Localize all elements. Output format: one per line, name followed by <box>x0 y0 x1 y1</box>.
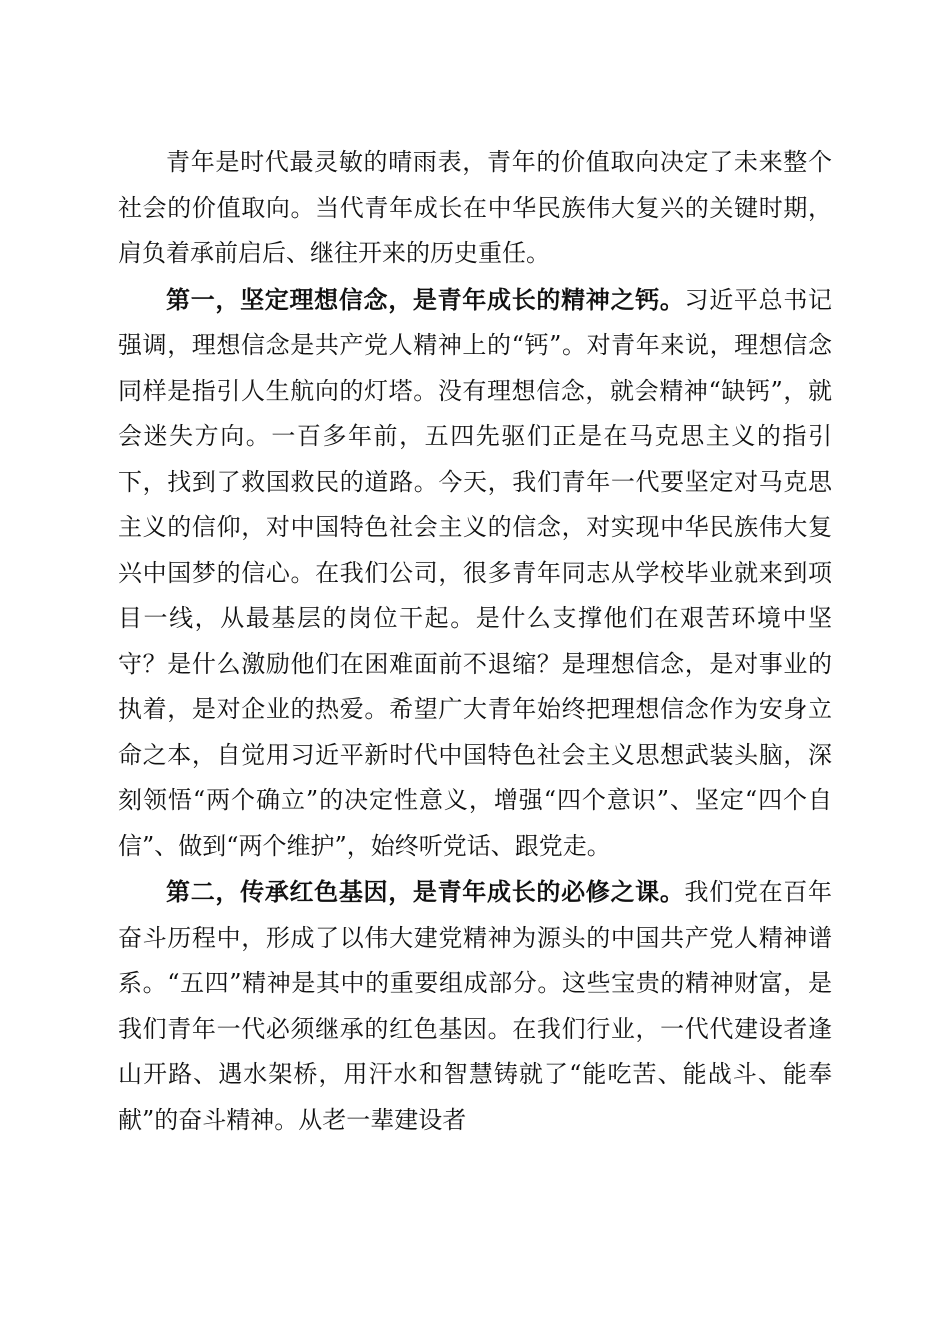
paragraph-point-one-heading: 第一，坚定理想信念，是青年成长的精神之钙。 <box>166 284 685 314</box>
paragraph-point-two-text: 我们党在百年奋斗历程中，形成了以伟大建党精神为源头的中国共产党人精神谱系。“五四”精神是其中的重要组成部分。这些宝贵的精神财富，是我们青年一代必须继承的红色基因。在我们行业，一代代建设者逢山开路、遇水架桥，用汗水和智慧铸就了“能吃苦、能战斗、能奉献”的奋斗精神。从老一辈建设者 <box>118 878 833 1134</box>
paragraph-intro <box>118 140 832 277</box>
paragraph-point-one-text: 习近平总书记强调，理想信念是共产党人精神上的“钙”。对青年来说，理想信念同样是指引人生航向的灯塔。没有理想信念，就会精神“缺钙”，就会迷失方向。一百多年前，五四先驱们正是在马克思主义的指引下，找到了救国救民的道路。今天，我们青年一代要坚定对马克思主义的信仰，对中国特色社会主义的信念，对实现中华民族伟大复兴中国梦的信心。在我们公司，很多青年同志从学校毕业就来到项目一线，从最基层的岗位干起。是什么支撑他们在艰苦环境中坚守？是什么激励他们在困难面前不退缩？是理想信念，是对事业的执着，是对企业的热爱。希望广大青年始终把理想信念作为安身立命之本，自觉用习近平新时代中国特色社会主义思想武装头脑，深刻领悟“两个确立”的决定性意义，增强“四个意识”、坚定“四个自信”、做到“两个维护”，始终听党话、跟党走。 <box>118 285 833 860</box>
paragraph-intro-text: 青年是时代最灵敏的晴雨表，青年的价值取向决定了未来整个社会的价值取向。当代青年成长在中华民族伟大复兴的关键时期，肩负着承前启后、继往开来的历史重任。 <box>118 148 832 267</box>
paragraph-point-two-heading: 第二，传承红色基因，是青年成长的必修之课。 <box>166 877 685 906</box>
paragraph-point-one <box>118 277 832 870</box>
document-page <box>118 140 832 1143</box>
paragraph-point-two <box>118 869 832 1143</box>
